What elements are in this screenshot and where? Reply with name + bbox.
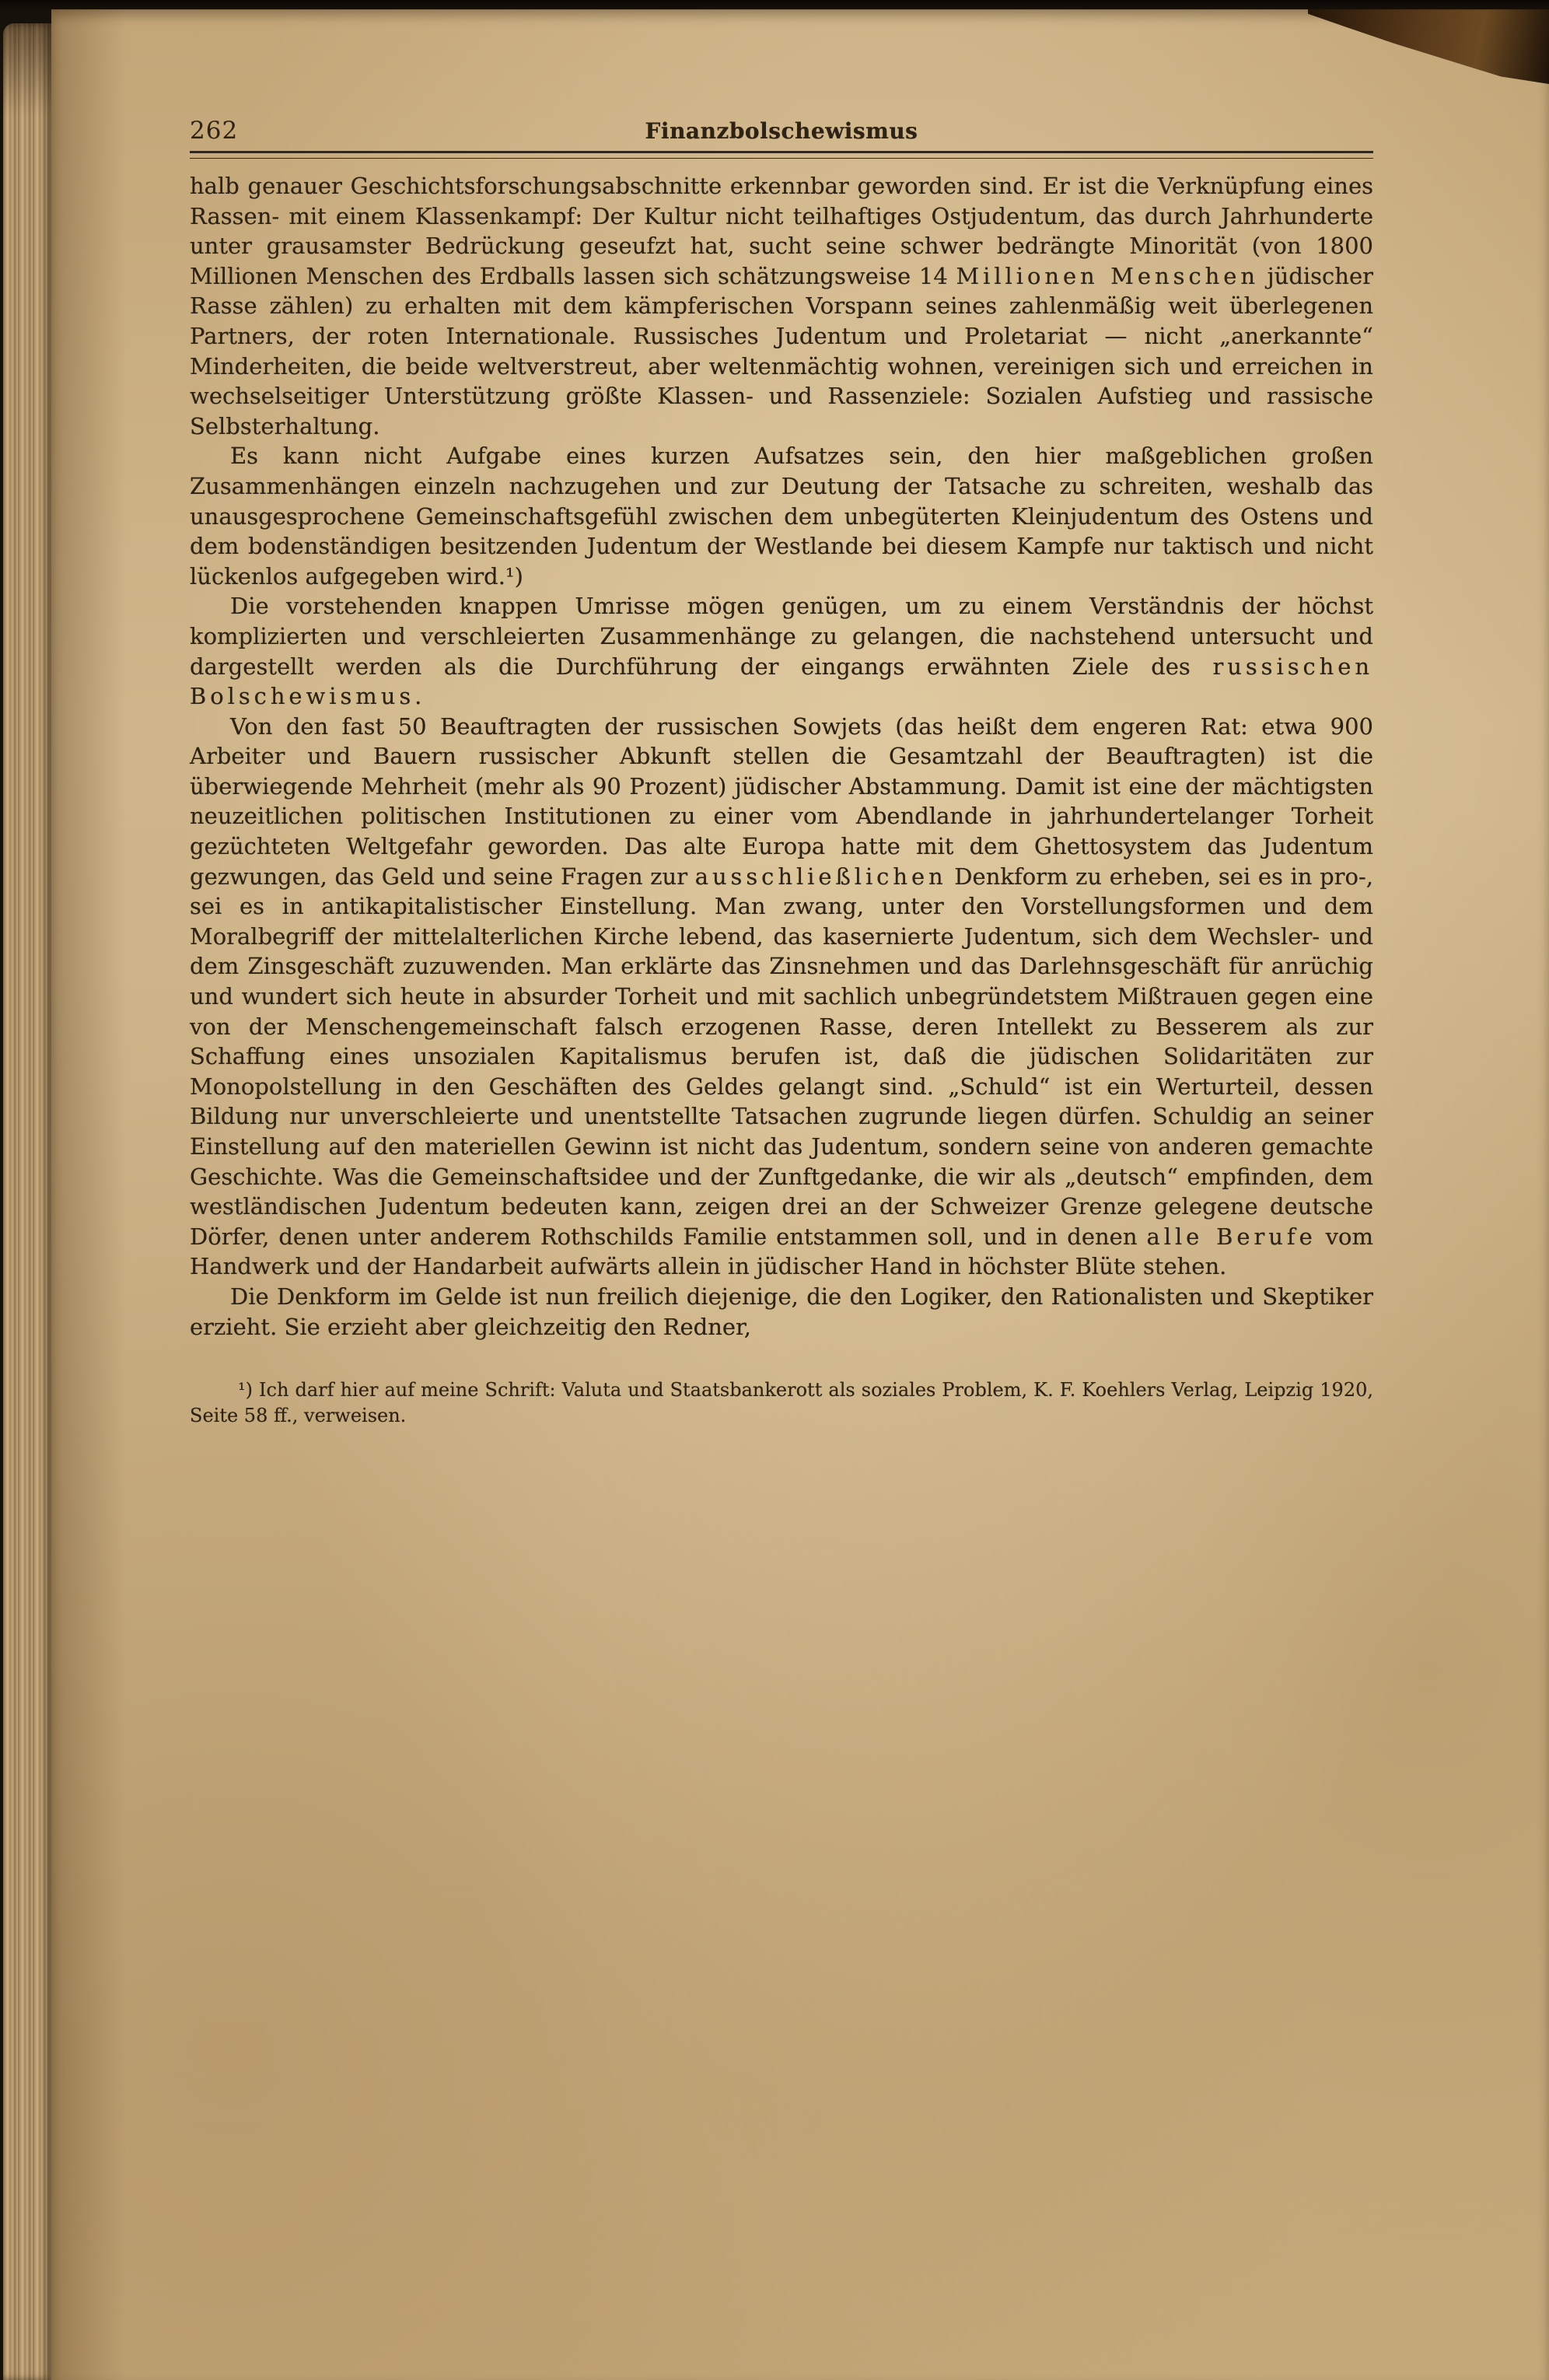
book-page	[51, 9, 1549, 2380]
paragraph	[190, 712, 1373, 1282]
body-text-segment: Die vorstehenden knappen Umrisse mögen genügen, um zu einem Verständnis der höchst komplizierten und verschleierten Zusammenhänge zu gelangen, die nachstehend untersucht und dargestellt werden als die Durchführung der eingangs erwähnten Ziele des	[190, 593, 1373, 680]
body-text-segment: .	[414, 683, 422, 710]
emphasized-text: Millionen Menschen	[956, 262, 1259, 289]
footnote	[190, 1377, 1373, 1429]
body-text-segment: vom Handwerk und der Handarbeit aufwärts allein in jüdischer Hand in höchster Blüte stehen.	[190, 1223, 1374, 1280]
paragraph	[190, 171, 1373, 441]
emphasized-text: ausschließlichen	[694, 863, 947, 890]
scan-top-shadow	[0, 0, 1549, 11]
footnote-text: ¹) Ich darf hier auf meine Schrift: Valuta und Staatsbankerott als soziales Problem, K. F. Koehlers Verlag, Leipzig 1920, Seite 58 ff., verweisen.	[190, 1379, 1373, 1427]
page-content	[51, 9, 1549, 1429]
body-text-segment: halb genauer Geschichtsforschungsabschnitte erkennbar geworden sind. Er ist die Verknüpfung eines Rassen- mit einem Klassenkampf: Der Kultur nicht teilhaftiges Ostjudentum, das durch Jahrhunderte unter grausamster Bedrückung geseufzt hat, sucht seine schwer bedrängte Minorität (von 1800 Millionen Menschen des Erdballs lassen sich schätzungsweise 14	[190, 173, 1373, 289]
paragraph	[190, 591, 1373, 711]
body-text-segment: Von den fast 50 Beauftragten der russischen Sowjets (das heißt dem engeren Rat: etwa 900 Arbeiter und Bauern russischer Abkunft stellen die Gesamtzahl der Beauftragten) ist die überwiegende Mehrheit (mehr als 90 Prozent) jüdischer Abstammung. Damit ist eine der mächtigsten neuzeitlichen politischen Institutionen zu einer vom Abendlande in jahrhundertelanger Torheit gezüchteten Weltgefahr geworden. Das alte Europa hatte mit dem Ghettosystem das Judentum gezwungen, das Geld und seine Fragen zur	[190, 712, 1373, 890]
running-header	[190, 117, 1373, 148]
body-text-segment: jüdischer Rasse zählen) zu erhalten mit dem kämpferischen Vorspann seines zahlenmäßig weit überlegenen Partners, der roten Internationale. Russisches Judentum und Proletariat — nicht „anerkannte“ Minderheiten, die beide weltverstreut, aber weltenmächtig wohnen, vereinigen sich und erreichen in wechselseitiger Unterstützung größte Klassen- und Rassenziele: Sozialen Aufstieg und rassische Selbsterhaltung.	[190, 262, 1373, 439]
body-text-segment: Die Denkform im Gelde ist nun freilich diejenige, die den Logiker, den Rationalisten und Skeptiker erzieht. Sie erzieht aber gleichzeitig den Redner,	[190, 1283, 1373, 1340]
page-number: 262	[190, 117, 239, 145]
paragraph	[190, 441, 1373, 591]
page-body	[190, 171, 1373, 1342]
header-rule	[190, 151, 1373, 159]
running-title: Finanzbolschewismus	[645, 118, 918, 144]
paragraph	[190, 1282, 1373, 1342]
emphasized-text: alle Berufe	[1146, 1223, 1316, 1250]
emphasized-text: russischen Bolschewismus	[190, 653, 1373, 710]
page-edges	[3, 23, 53, 2380]
body-text-segment: Denkform zu erheben, sei es in pro-, sei es in antikapitalistischer Einstellung. Man zwang, unter den Vorstellungsformen und dem Moralbegriff der mittelalterlichen Kirche lebend, das kasernierte Judentum, sich dem Wechsler- und dem Zinsgeschäft zuzuwenden. Man erklärte das Zinsnehmen und das Darlehnsgeschäft für anrüchig und wundert sich heute in absurder Torheit und mit sachlich unbegründetstem Mißtrauen gegen eine von der Menschengemeinschaft falsch erzogenen Rasse, deren Intellekt zu Besserem als zur Schaffung eines unsozialen Kapitalismus berufen ist, daß die jüdischen Solidaritäten zur Monopolstellung in den Geschäften des Geldes gelangt sind. „Schuld“ ist ein Werturteil, dessen Bildung nur unverschleierte und unentstellte Tatsachen zugrunde liegen dürfen. Schuldig an seiner Einstellung auf den materiellen Gewinn ist nicht das Judentum, sondern seine von anderen gemachte Geschichte. Was die Gemeinschaftsidee und der Zunftgedanke, die wir als „deutsch“ empfinden, dem westländischen Judentum bedeuten kann, zeigen drei an der Schweizer Grenze gelegene deutsche Dörfer, denen unter anderem Rothschilds Familie entstammen soll, und in denen	[190, 863, 1373, 1250]
body-text-segment: Es kann nicht Aufgabe eines kurzen Aufsatzes sein, den hier maßgeblichen großen Zusammenhängen einzeln nachzugehen und zur Deutung der Tatsache zu schreiten, weshalb das unausgesprochene Gemeinschaftsgefühl zwischen dem unbegüterten Kleinjudentum des Ostens und dem bodenständigen besitzenden Judentum der Westlande bei diesem Kampfe nur taktisch und nicht lückenlos aufgegeben wird.¹)	[190, 443, 1373, 590]
